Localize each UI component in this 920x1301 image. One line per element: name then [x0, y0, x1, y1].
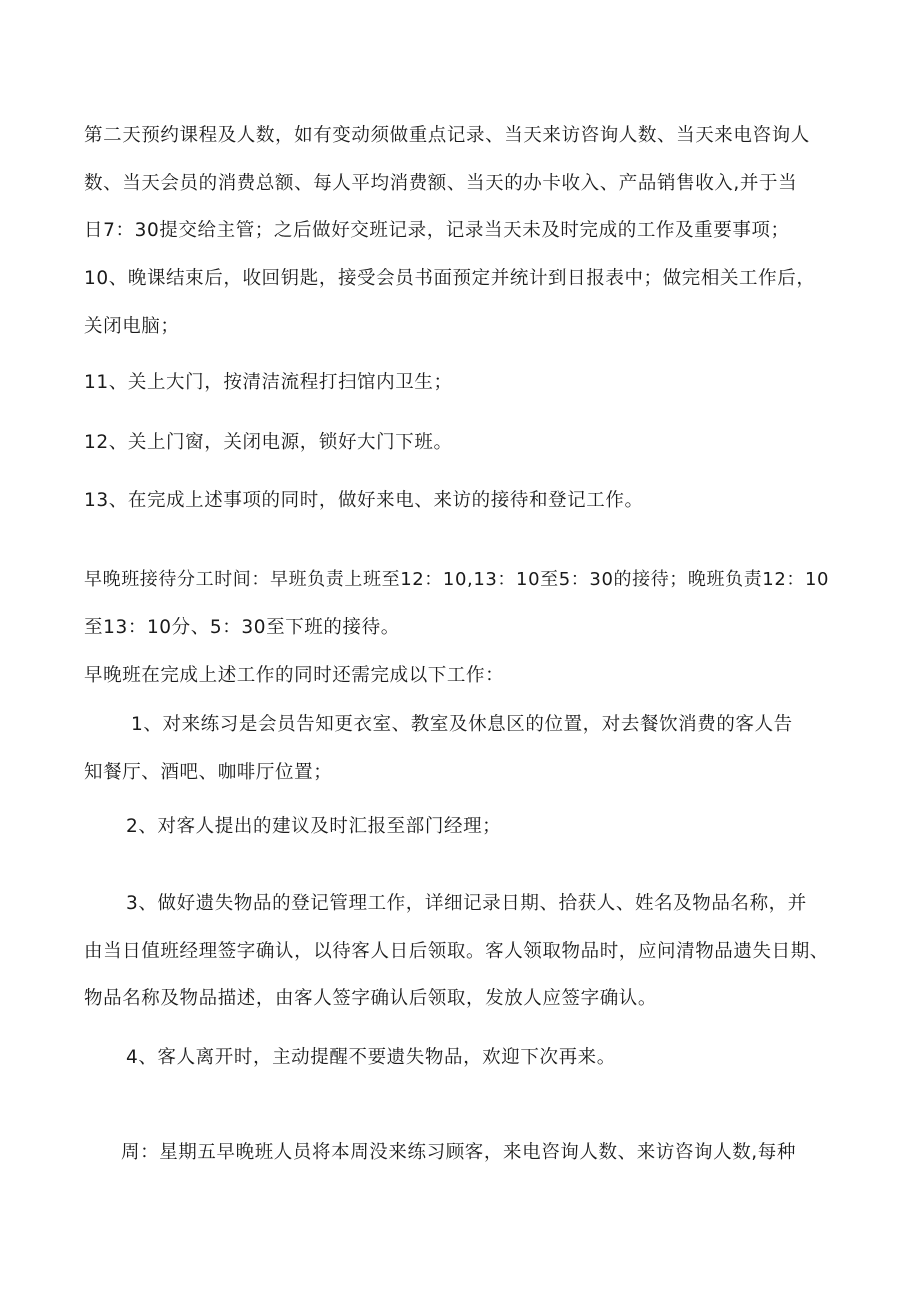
text-line: 数、当天会员的消费总额、每人平均消费额、当天的办卡收入、产品销售收入,并于当 — [84, 173, 798, 194]
text-line: 至13：10分、5：30至下班的接待。 — [84, 617, 400, 638]
text-line: 4、客人离开时，主动提醒不要遗失物品，欢迎下次再来。 — [126, 1047, 616, 1068]
text-line: 物品名称及物品描述，由客人签字确认后领取，发放人应签字确认。 — [84, 988, 658, 1009]
text-line: 10、晚课结束后，收回钥匙，接受会员书面预定并统计到日报表中；做完相关工作后， — [84, 268, 816, 289]
text-line: 周：星期五早晚班人员将本周没来练习顾客，来电咨询人数、来访咨询人数,每种 — [121, 1142, 796, 1163]
text-line: 知餐厅、酒吧、咖啡厅位置； — [84, 762, 333, 783]
text-line: 由当日值班经理签字确认，以待客人日后领取。客人领取物品时，应问清物品遗失日期、 — [84, 941, 829, 962]
text-line: 3、做好遗失物品的登记管理工作，详细记录日期、拾获人、姓名及物品名称，并 — [126, 893, 807, 914]
text-line: 日7：30提交给主管；之后做好交班记录，记录当天未及时完成的工作及重要事项； — [84, 220, 790, 241]
text-line: 早晚班在完成上述工作的同时还需完成以下工作： — [84, 665, 505, 686]
text-line: 11、关上大门，按清洁流程打扫馆内卫生； — [84, 372, 453, 393]
text-line: 2、对客人提出的建议及时汇报至部门经理； — [126, 816, 502, 837]
text-line: 关闭电脑； — [84, 316, 180, 337]
text-line: 13、在完成上述事项的同时，做好来电、来访的接待和登记工作。 — [84, 490, 644, 511]
text-line: 第二天预约课程及人数，如有变动须做重点记录、当天来访咨询人数、当天来电咨询人 — [84, 125, 810, 146]
text-line: 1、对来练习是会员告知更衣室、教室及休息区的位置，对去餐饮消费的客人告 — [131, 714, 793, 735]
text-line: 12、关上门窗，关闭电源，锁好大门下班。 — [84, 432, 453, 453]
text-line: 早晚班接待分工时间：早班负责上班至12：10,13：10至5：30的接待；晚班负责12：10 — [84, 569, 830, 590]
